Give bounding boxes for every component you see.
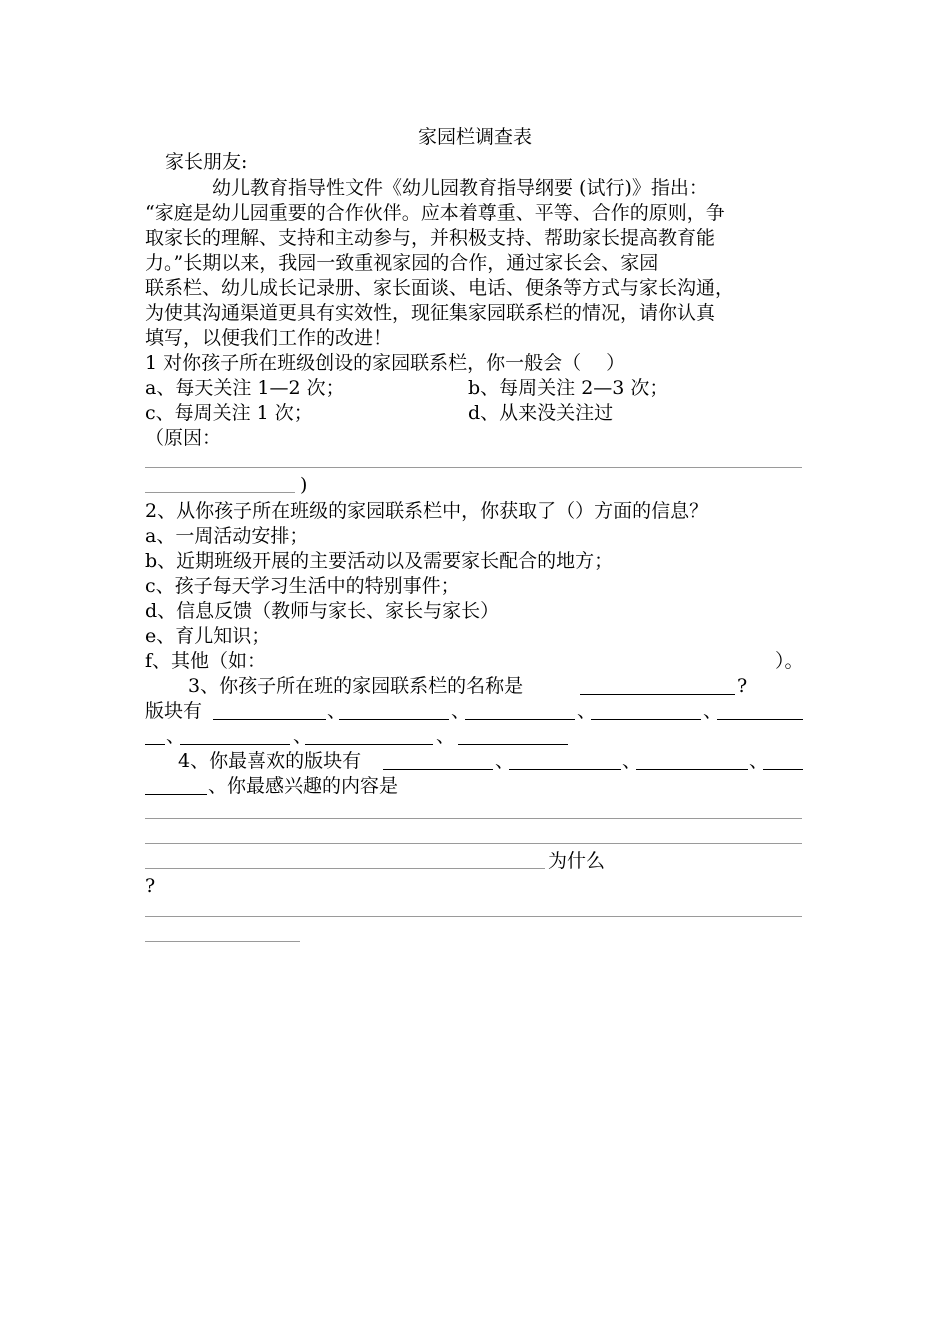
q3-sep-5: 、 [166,725,186,747]
intro-line-6: 为使其沟通渠道更具有实效性，现征集家园联系栏的情况，请你认真 [145,302,716,324]
q4-why-line-1[interactable] [145,916,802,917]
q3-section-blank-3[interactable] [465,719,575,720]
q4-why-label: 为什么 [548,850,606,872]
q3-section-blank-2[interactable] [339,719,449,720]
intro-line-5: 联系栏、幼儿成长记录册、家长面谈、电话、便条等方式与家长沟通， [145,277,735,299]
q3-question: 3、你孩子所在班的家园联系栏的名称是 [188,675,524,697]
q4-sep-1: 、 [495,750,515,772]
q4-question: 4、你最喜欢的版块有 [178,750,362,772]
q2-question: 2、从你孩子所在班级的家园联系栏中，你获取了（）方面的信息？ [145,500,709,522]
q3-question-end: ? [737,675,748,697]
page-title: 家园栏调查表 [417,126,532,148]
q3-sep-1: 、 [327,700,347,722]
q2-option-e[interactable]: e、育儿知识； [145,625,271,647]
q4-blank-2[interactable] [509,769,621,770]
q1-reason-close: ) [300,474,308,496]
q4-sep-3: 、 [749,750,769,772]
q4-interest-line-1[interactable] [145,818,802,819]
q1-reason-blank-line[interactable] [145,467,802,468]
q4-blank-1[interactable] [383,769,493,770]
q4-blank-4[interactable] [763,769,803,770]
q4-blank-4b[interactable] [145,794,207,795]
q2-option-f[interactable]: f、其他（如： [145,650,267,672]
q4-interest-label: 、你最感兴趣的内容是 [208,775,399,797]
q1-question: 1 对你孩子所在班级创设的家园联系栏，你一般会（ ） [145,352,626,374]
q1-reason-label: （原因： [145,427,222,449]
q4-sep-2: 、 [622,750,642,772]
q3-sep-2: 、 [451,700,471,722]
q3-section-blank-5[interactable] [717,719,803,720]
q3-sep-4: 、 [703,700,723,722]
q4-why-question-mark: ? [145,875,156,897]
q1-reason-blank-line-2[interactable] [145,492,295,493]
q2-option-c[interactable]: c、孩子每天学习生活中的特别事件； [145,575,460,597]
q3-sections-label: 版块有 [145,700,203,722]
greeting: 家长朋友: [165,151,248,173]
q4-why-line-2[interactable] [145,941,300,942]
intro-line-4: 力。”长期以来，我园一致重视家园的合作，通过家长会、家园 [145,252,659,274]
q1-option-b[interactable]: b、每周关注 2—3 次； [468,377,669,399]
q3-sep-7: 、 [436,725,456,747]
intro-line-3: 取家长的理解、支持和主动参与，并积极支持、帮助家长提高教育能 [145,227,716,249]
intro-line-2: “家庭是幼儿园重要的合作伙伴。应本着尊重、平等、合作的原则，争 [145,202,725,224]
q1-option-a[interactable]: a、每天关注 1—2 次； [145,377,345,399]
q3-section-blank-7[interactable] [305,744,433,745]
q1-option-d[interactable]: d、从来没关注过 [468,402,614,424]
q3-sep-6: 、 [293,725,313,747]
intro-line-1: 幼儿教育指导性文件《幼儿园教育指导纲要 (试行)》指出： [212,177,708,199]
q4-blank-3[interactable] [636,769,748,770]
q3-section-blank-1[interactable] [213,719,326,720]
q3-section-blank-8[interactable] [458,744,568,745]
q3-sep-3: 、 [577,700,597,722]
intro-line-7: 填写，以便我们工作的改进！ [145,327,393,349]
q3-section-blank-4[interactable] [591,719,701,720]
q3-section-blank-5b[interactable] [145,744,165,745]
q2-option-b[interactable]: b、近期班级开展的主要活动以及需要家长配合的地方； [145,550,614,572]
q4-interest-line-2[interactable] [145,843,802,844]
q2-option-d[interactable]: d、信息反馈（教师与家长、家长与家长） [145,600,500,622]
q3-name-blank[interactable] [580,694,735,695]
q3-section-blank-6[interactable] [180,744,290,745]
q2-option-f-close: ）。 [775,650,804,672]
q4-interest-line-3[interactable] [145,868,545,869]
q1-option-c[interactable]: c、每周关注 1 次； [145,402,313,424]
q2-option-a[interactable]: a、一周活动安排； [145,525,309,547]
